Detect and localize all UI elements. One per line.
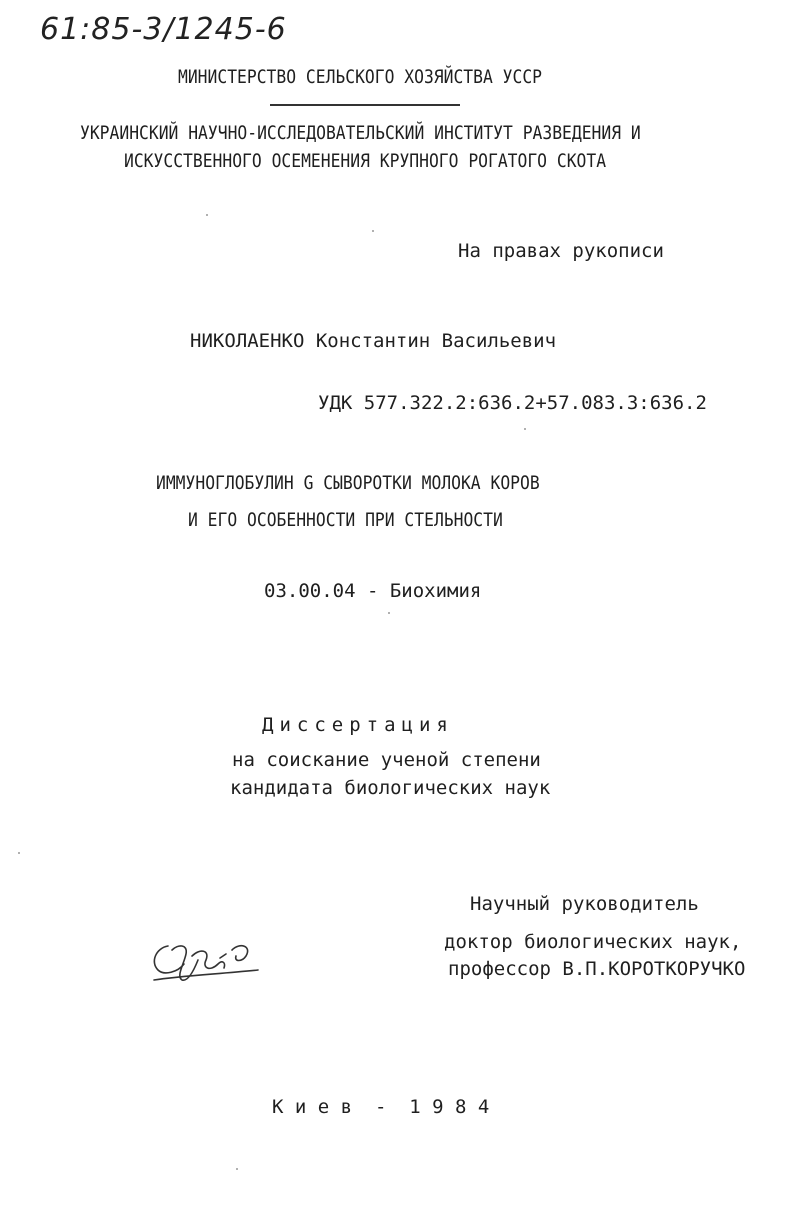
specialty: 03.00.04 - Биохимия bbox=[264, 580, 482, 602]
supervisor-degree: доктор биологических наук, bbox=[444, 931, 742, 953]
ministry-underline bbox=[270, 104, 460, 106]
scan-speck bbox=[372, 230, 374, 232]
scan-speck bbox=[18, 852, 20, 854]
title-line-2: И ЕГО ОСОБЕННОСТИ ПРИ СТЕЛЬНОСТИ bbox=[188, 509, 503, 531]
scan-speck bbox=[236, 1168, 238, 1170]
scan-speck bbox=[524, 428, 526, 430]
udc-code: УДК 577.322.2:636.2+57.083.3:636.2 bbox=[318, 392, 707, 414]
place-and-year: К и е в - 1 9 8 4 bbox=[272, 1096, 490, 1118]
rights-note: На правах рукописи bbox=[458, 240, 664, 262]
scan-speck bbox=[388, 612, 390, 614]
document-type: Диссертация bbox=[262, 714, 454, 736]
institute-line-2: ИСКУССТВЕННОГО ОСЕМЕНЕНИЯ КРУПНОГО РОГАТОГО СКОТА bbox=[124, 150, 607, 172]
supervisor-label: Научный руководитель bbox=[470, 893, 699, 915]
supervisor-name: профессор В.П.КОРОТКОРУЧКО bbox=[448, 958, 746, 980]
title-line-1: ИММУНОГЛОБУЛИН G СЫВОРОТКИ МОЛОКА КОРОВ bbox=[156, 472, 540, 494]
author-name: НИКОЛАЕНКО Константин Васильевич bbox=[190, 330, 557, 352]
degree-line-2: кандидата биологических наук bbox=[230, 777, 551, 799]
ministry-name: МИНИСТЕРСТВО СЕЛЬСКОГО ХОЗЯЙСТВА УССР bbox=[178, 66, 542, 88]
degree-line-1: на соискание ученой степени bbox=[232, 749, 541, 771]
archive-code: 61:85-3/1245-6 bbox=[40, 12, 287, 47]
scan-speck bbox=[206, 214, 208, 216]
handwritten-signature bbox=[148, 936, 263, 988]
institute-line-1: УКРАИНСКИЙ НАУЧНО-ИССЛЕДОВАТЕЛЬСКИЙ ИНСТИТУТ РАЗВЕДЕНИЯ И bbox=[80, 122, 641, 144]
